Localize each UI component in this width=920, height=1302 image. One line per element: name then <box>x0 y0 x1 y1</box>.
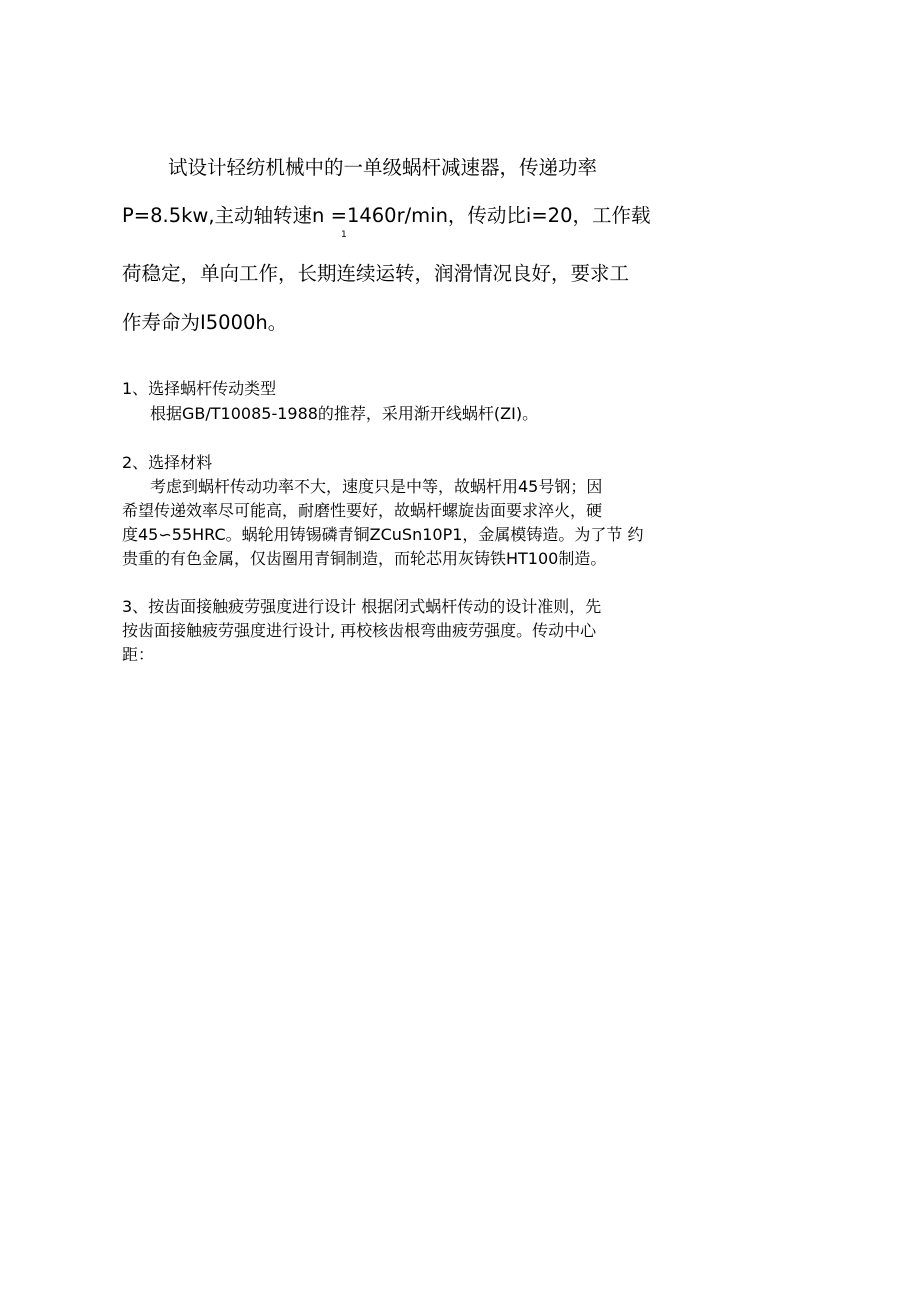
section-3-line-2: 按齿面接触疲劳强度进行设计, 再校核齿根弯曲疲劳强度。传动中心 <box>122 621 597 640</box>
intro-line-3: 荷稳定，单向工作，长期连续运转，润滑情况良好，要求工 <box>122 262 630 285</box>
section-3-line-1: 3、按齿面接触疲劳强度进行设计 根据闭式蜗杆传动的设计准则，先 <box>122 597 602 616</box>
intro-line-4: 作寿命为I5000h。 <box>122 311 288 334</box>
section-1-line-1: 根据GB/T10085-1988的推荐，采用渐开线蜗杆(ZI)。 <box>150 404 539 423</box>
section-1-heading: 1、选择蜗杆传动类型 <box>122 379 277 398</box>
section-2-line-4: 贵重的有色金属，仅齿圈用青铜制造，而轮芯用灰铸铁HT100制造。 <box>122 549 607 568</box>
section-2-heading: 2、选择材料 <box>122 453 213 472</box>
section-3-line-3: 距： <box>122 645 155 664</box>
speed-subscript: 1 <box>341 230 347 240</box>
section-2-line-2: 希望传递效率尽可能高，耐磨性要好，故蜗杆螺旋齿面要求淬火，硬 <box>122 501 603 520</box>
section-2-line-3: 度45∽55HRC。蜗轮用铸锡磷青铜ZCuSn10P1，金属模铸造。为了节 约 <box>122 525 644 544</box>
intro-line-1: 试设计轻纺机械中的一单级蜗杆减速器，传递功率 <box>168 156 598 179</box>
section-2-line-1: 考虑到蜗杆传动功率不大，速度只是中等，故蜗杆用45号钢；因 <box>150 477 603 496</box>
intro-line-2: P=8.5kw,主动轴转速n =1460r/min，传动比i=20，工作载 <box>122 204 651 227</box>
